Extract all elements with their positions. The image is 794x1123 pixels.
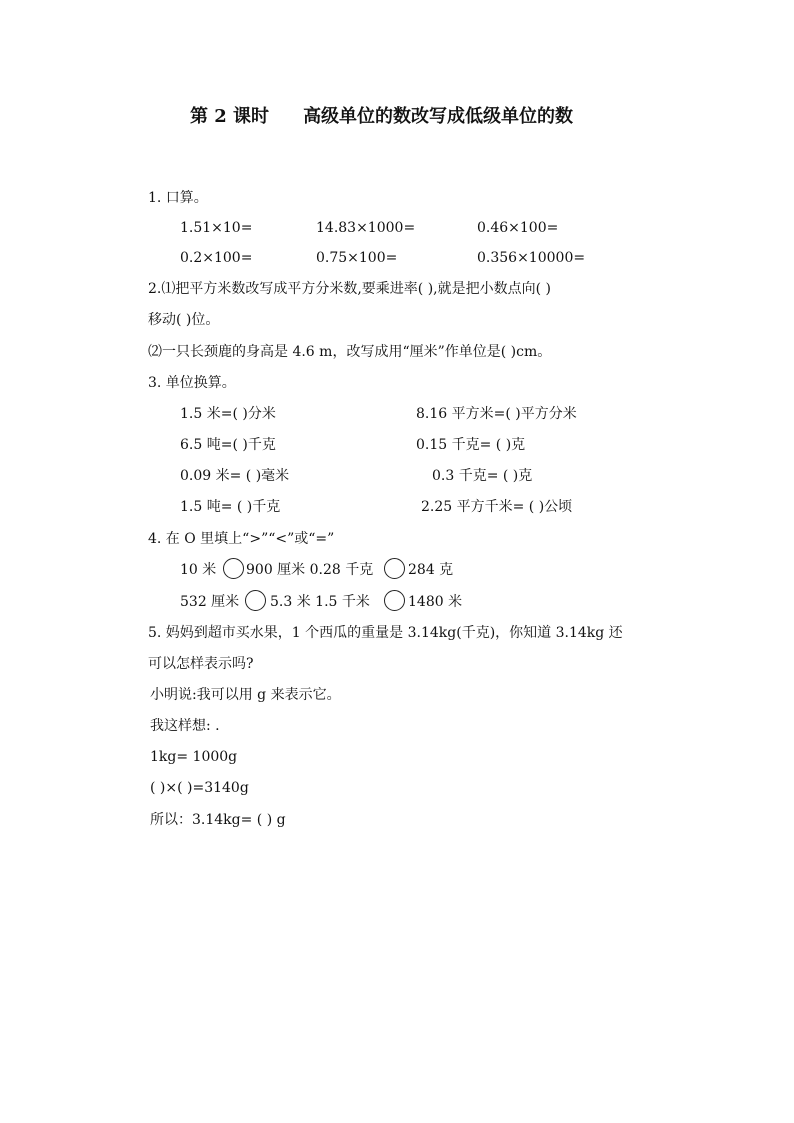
q4-compare-left: 10 米 [180,562,217,578]
q3-item: 1.5 吨= ( )千克 [180,499,281,515]
q3-item: 0.3 千克= ( )克 [432,468,533,484]
lesson-number: 第 2 课时 [190,106,270,127]
q5-line: 5. 妈妈到超市买水果，1 个西瓜的重量是 3.14kg(千克)，你知道 3.14kg 还 [148,625,623,641]
q5-line: 我这样想: . [150,718,220,734]
q5-line: 小明说:我可以用 g 来表示它。 [150,687,341,703]
q1-item: 0.356×10000= [477,250,586,266]
q5-line: ( )×( )=3140g [150,780,249,796]
q4-compare-middle: 900 厘米 0.28 千克 [246,562,374,578]
q5-line: 1kg= 1000g [150,749,238,765]
q3-label: 3. 单位换算。 [148,375,236,391]
answer-circle[interactable] [384,590,405,611]
answer-circle[interactable] [384,558,405,579]
q1-item: 0.2×100= [180,250,253,266]
q1-label: 1. 口算。 [148,190,208,206]
q2-line: ⑵一只长颈鹿的身高是 4.6 m，改写成用“厘米”作单位是( )cm。 [148,344,552,360]
q1-item: 0.46×100= [477,220,559,236]
q3-item: 1.5 米=( )分米 [180,406,276,422]
lesson-topic: 高级单位的数改写成低级单位的数 [303,106,574,127]
answer-circle[interactable] [245,590,266,611]
q3-item: 6.5 吨=( )千克 [180,437,276,453]
answer-circle[interactable] [223,558,244,579]
q4-label: 4. 在 O 里填上“>”“<”或“=” [148,531,335,547]
q1-item: 0.75×100= [316,250,398,266]
q3-item: 2.25 平方千米= ( )公顷 [421,499,573,515]
q3-item: 0.09 米= ( )毫米 [180,468,290,484]
q4-compare-left: 532 厘米 [180,594,240,610]
q5-line: 所以：3.14kg= ( ) g [150,812,286,828]
q4-compare-middle: 5.3 米 1.5 千米 [270,594,370,610]
page-title [190,108,573,126]
q1-item: 1.51×10= [180,220,253,236]
q3-item: 0.15 千克= ( )克 [416,437,526,453]
q2-line: 2.⑴把平方米数改写成平方分米数,要乘进率( ),就是把小数点向( ) [148,281,552,297]
q4-compare-right: 284 克 [408,562,454,578]
q4-compare-right: 1480 米 [408,594,463,610]
q5-line: 可以怎样表示吗? [148,656,254,672]
q2-line: 移动( )位。 [148,312,220,328]
q3-item: 8.16 平方米=( )平方分米 [416,406,577,422]
q1-item: 14.83×1000= [316,220,416,236]
